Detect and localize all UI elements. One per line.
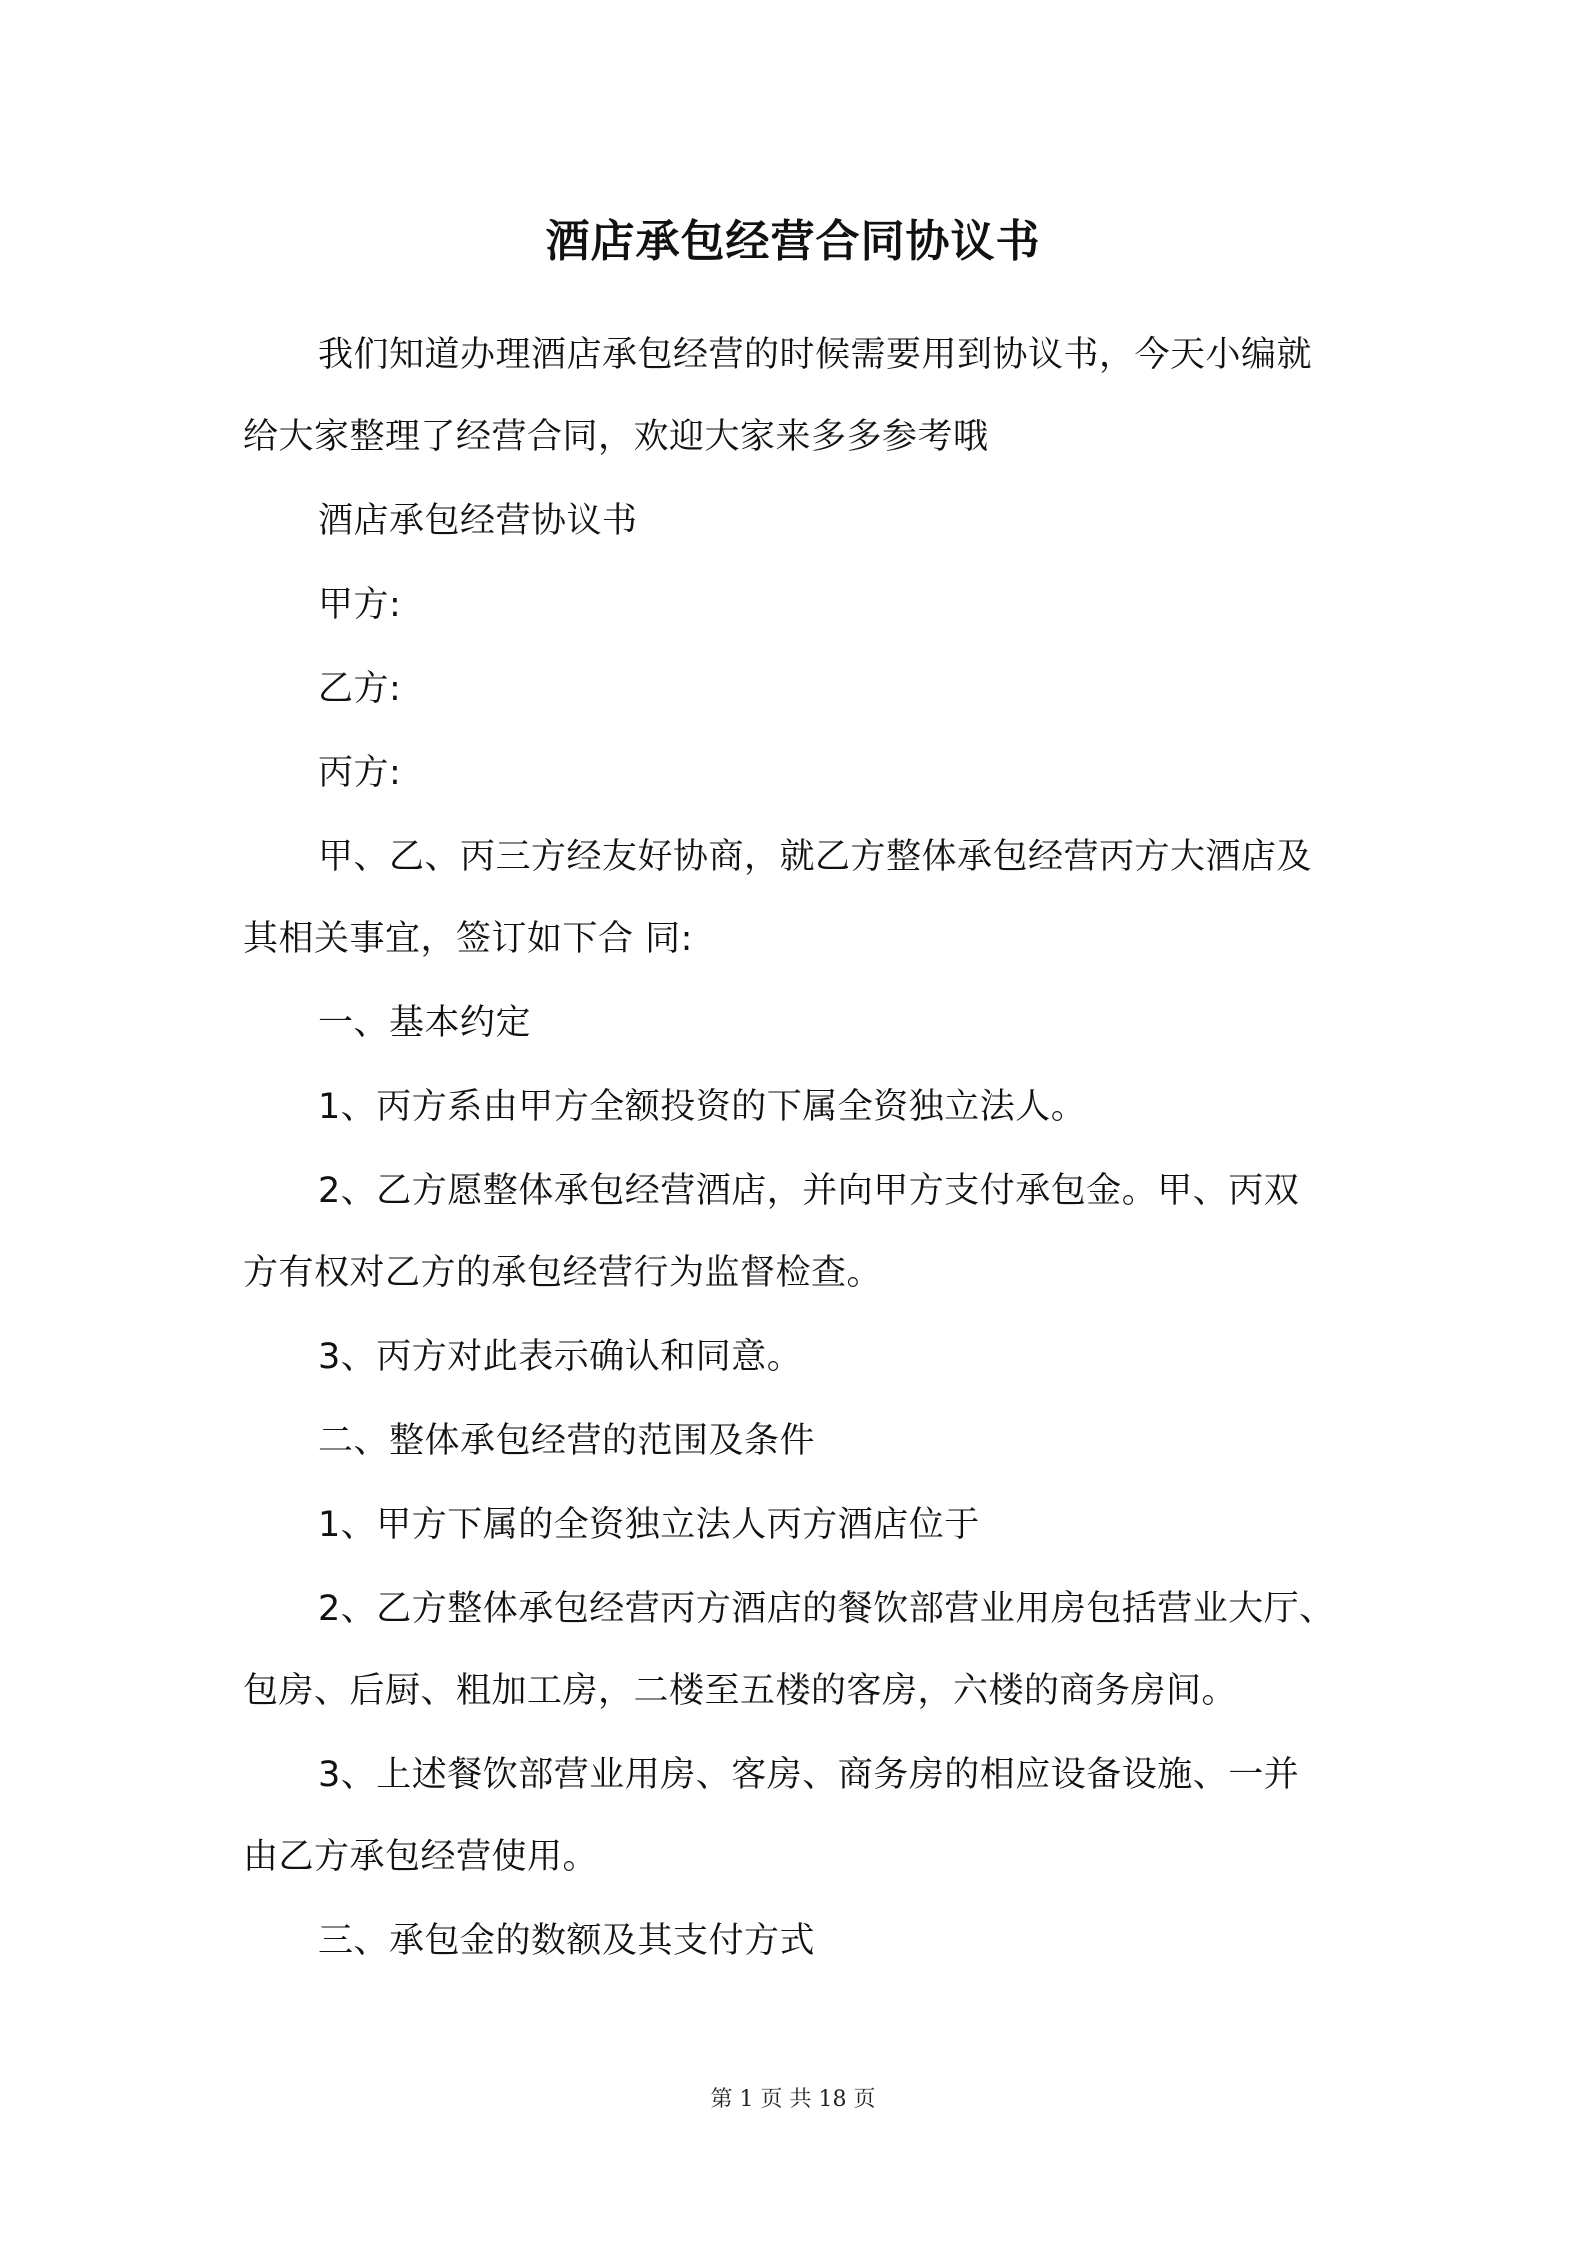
- section-3-heading: 三、承包金的数额及其支付方式: [318, 1921, 816, 1961]
- preamble-line-1: 甲、乙、丙三方经友好协商，就乙方整体承包经营丙方大酒店及: [318, 837, 1313, 877]
- intro-line-1: 我们知道办理酒店承包经营的时候需要用到协议书，今天小编就: [318, 335, 1313, 375]
- section-2-item-1: 1、甲方下属的全资独立法人丙方酒店位于: [318, 1505, 980, 1545]
- party-b-label: 乙方:: [318, 669, 402, 709]
- party-c-label: 丙方:: [318, 753, 402, 793]
- document-title: 酒店承包经营合同协议书: [545, 216, 1041, 267]
- section-2-item-2-line-2: 包房、后厨、粗加工房，二楼至五楼的客房，六楼的商务房间。: [243, 1671, 1238, 1711]
- section-2-item-3-line-2: 由乙方承包经营使用。: [243, 1837, 599, 1877]
- section-1-item-1: 1、丙方系由甲方全额投资的下属全资独立法人。: [318, 1087, 1087, 1127]
- section-2-item-3-line-1: 3、上述餐饮部营业用房、客房、商务房的相应设备设施、一并: [318, 1755, 1300, 1795]
- section-2-item-2-line-1: 2、乙方整体承包经营丙方酒店的餐饮部营业用房包括营业大厅、: [318, 1589, 1335, 1629]
- preamble-line-2: 其相关事宜，签订如下合 同:: [243, 919, 693, 959]
- section-1-item-2-line-1: 2、乙方愿整体承包经营酒店，并向甲方支付承包金。甲、丙双: [318, 1171, 1300, 1211]
- section-1-item-3: 3、丙方对此表示确认和同意。: [318, 1337, 803, 1377]
- section-2-heading: 二、整体承包经营的范围及条件: [318, 1421, 816, 1461]
- intro-line-2: 给大家整理了经营合同，欢迎大家来多多参考哦: [243, 417, 989, 457]
- page-number-footer: 第 1 页 共 18 页: [710, 2087, 876, 2112]
- section-1-heading: 一、基本约定: [318, 1003, 532, 1043]
- section-1-item-2-line-2: 方有权对乙方的承包经营行为监督检查。: [243, 1253, 883, 1293]
- party-a-label: 甲方:: [318, 585, 402, 625]
- agreement-heading: 酒店承包经营协议书: [318, 501, 638, 541]
